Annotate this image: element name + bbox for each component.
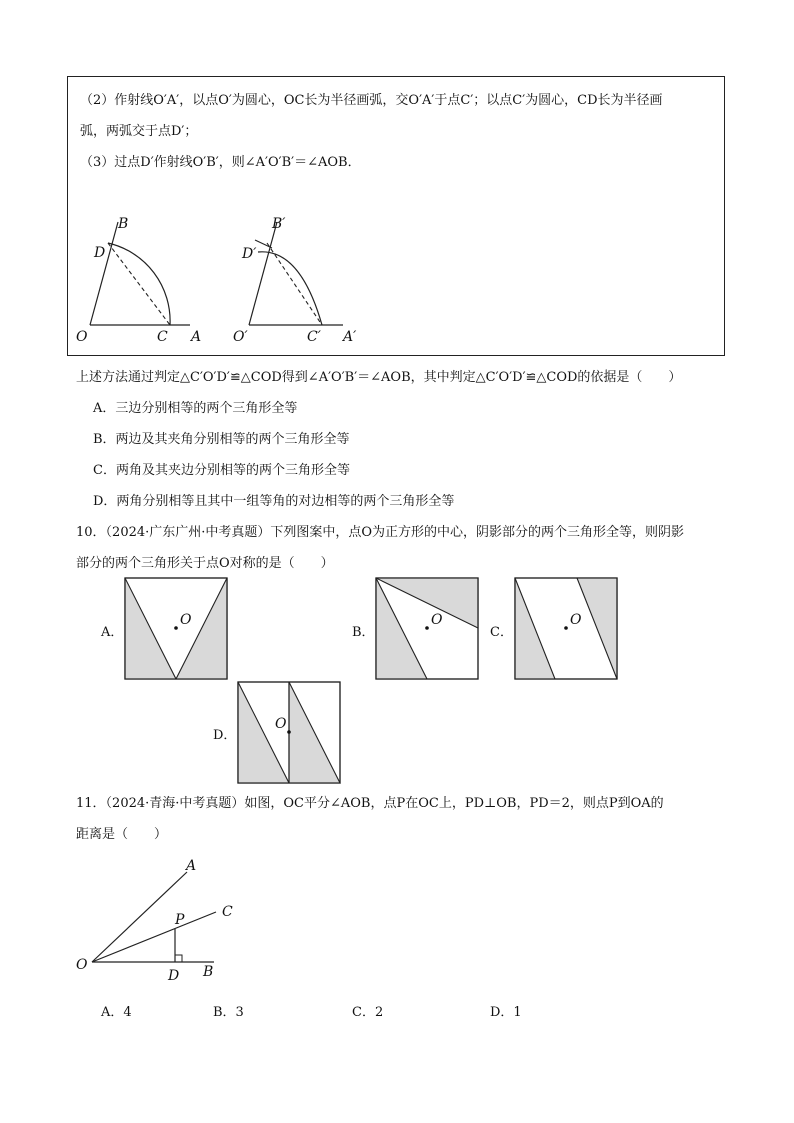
q9-stem: 上述方法通过判定△C′O′D′≌△COD得到∠A′O′B′＝∠AOB，其中判定△C′O′D′≌△COD的依据是（ ） xyxy=(76,370,682,385)
q10-option-b-label[interactable]: B． xyxy=(352,625,375,640)
fig1-label-O: O xyxy=(76,329,88,345)
q11-label-P: P xyxy=(175,912,185,928)
q11-option-d[interactable]: D．1 xyxy=(490,1005,522,1020)
fig2-label-B: B′ xyxy=(272,216,286,232)
q9-option-c[interactable]: C．两角及其夹边分别相等的两个三角形全等 xyxy=(93,463,350,478)
step2-line2: 弧，两弧交于点D′； xyxy=(80,124,198,139)
fig2-label-A: A′ xyxy=(343,329,357,345)
q11-option-b[interactable]: B．3 xyxy=(213,1005,244,1020)
step3-line: （3）过点D′作射线O′B′，则∠A′O′B′＝∠AOB． xyxy=(80,155,361,170)
q10-option-a-label[interactable]: A． xyxy=(101,625,124,640)
q9-option-a[interactable]: A．三边分别相等的两个三角形全等 xyxy=(93,401,298,416)
q10-option-d-label[interactable]: D． xyxy=(213,728,237,743)
fig1-label-D: D xyxy=(94,245,106,261)
fig1-label-A: A xyxy=(191,329,202,345)
q11-label-A: A xyxy=(186,858,197,874)
q11-option-c[interactable]: C．2 xyxy=(352,1005,384,1020)
step2-line1: （2）作射线O′A′，以点O′为圆心，OC长为半径画弧，交O′A′于点C′；以点C′为圆心，CD长为半径画 xyxy=(80,93,663,108)
q10-stem-line2: 部分的两个三角形关于点O对称的是（ ） xyxy=(76,556,334,571)
fig2-label-O: O′ xyxy=(233,329,248,345)
q10-a-center-label: O xyxy=(180,612,192,628)
q11-label-B: B xyxy=(203,964,214,980)
fig2-label-C: C′ xyxy=(307,329,321,345)
fig2-label-D: D′ xyxy=(242,246,257,262)
q10-option-c-label[interactable]: C． xyxy=(490,625,513,640)
q9-option-b[interactable]: B．两边及其夹角分别相等的两个三角形全等 xyxy=(93,432,350,447)
q11-option-a[interactable]: A．4 xyxy=(101,1005,132,1020)
q11-label-O: O xyxy=(76,957,88,973)
q11-stem-line1: 11．（2024·青海·中考真题）如图，OC平分∠AOB，点P在OC上，PD⊥OB，PD＝2，则点P到OA的 xyxy=(76,796,664,811)
q9-option-d[interactable]: D．两角分别相等且其中一组等角的对边相等的两个三角形全等 xyxy=(93,494,455,509)
q10-stem-line1: 10．（2024·广东广州·中考真题）下列图案中，点O为正方形的中心，阴影部分的两个三角形全等，则阴影 xyxy=(76,525,685,540)
q11-label-D: D xyxy=(168,968,180,984)
q10-d-center-label: O xyxy=(275,716,287,732)
fig1-label-B: B xyxy=(118,216,129,232)
q11-stem-line2: 距离是（ ） xyxy=(76,827,168,842)
q10-c-center-label: O xyxy=(570,612,582,628)
q10-b-center-label: O xyxy=(431,612,443,628)
fig1-label-C: C xyxy=(157,329,168,345)
q11-label-C: C xyxy=(222,904,233,920)
